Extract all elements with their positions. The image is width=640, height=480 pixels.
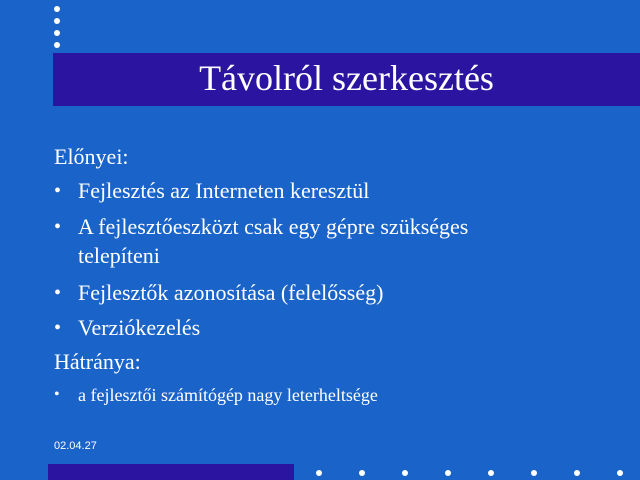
horizontal-dot-decoration (310, 470, 640, 478)
bullet-icon: • (54, 386, 60, 403)
decoration-dot (574, 470, 580, 476)
bullet-icon: • (54, 282, 62, 304)
bullet-icon: • (54, 317, 62, 339)
disadvantage-heading: Hátránya: (54, 349, 141, 374)
disadvantage-text: a fejlesztői számítógép nagy leterheltsége (78, 385, 378, 405)
advantage-text: Verziókezelés (78, 315, 201, 340)
decoration-dot (54, 30, 60, 36)
footer-bar (48, 464, 294, 480)
footer-date: 02.04.27 (54, 440, 97, 452)
decoration-dot (54, 18, 60, 24)
advantage-text: A fejlesztőeszközt csak egy gépre szükséges (78, 214, 469, 239)
advantage-text: Fejlesztés az Interneten keresztül (78, 178, 370, 203)
decoration-dot (54, 6, 60, 12)
title-bar (53, 53, 640, 106)
vertical-dot-decoration (54, 6, 62, 50)
bullet-icon: • (54, 180, 62, 202)
decoration-dot (531, 470, 537, 476)
advantage-text: Fejlesztők azonosítása (felelősség) (78, 280, 384, 305)
decoration-dot (316, 470, 322, 476)
bullet-icon: • (54, 216, 62, 238)
decoration-dot (488, 470, 494, 476)
decoration-dot (445, 470, 451, 476)
advantage-text: telepíteni (78, 243, 160, 268)
decoration-dot (359, 470, 365, 476)
decoration-dot (54, 42, 60, 48)
slide-title: Távolról szerkesztés (199, 58, 494, 98)
decoration-dot (402, 470, 408, 476)
advantages-heading: Előnyei: (54, 144, 129, 169)
decoration-dot (617, 470, 623, 476)
